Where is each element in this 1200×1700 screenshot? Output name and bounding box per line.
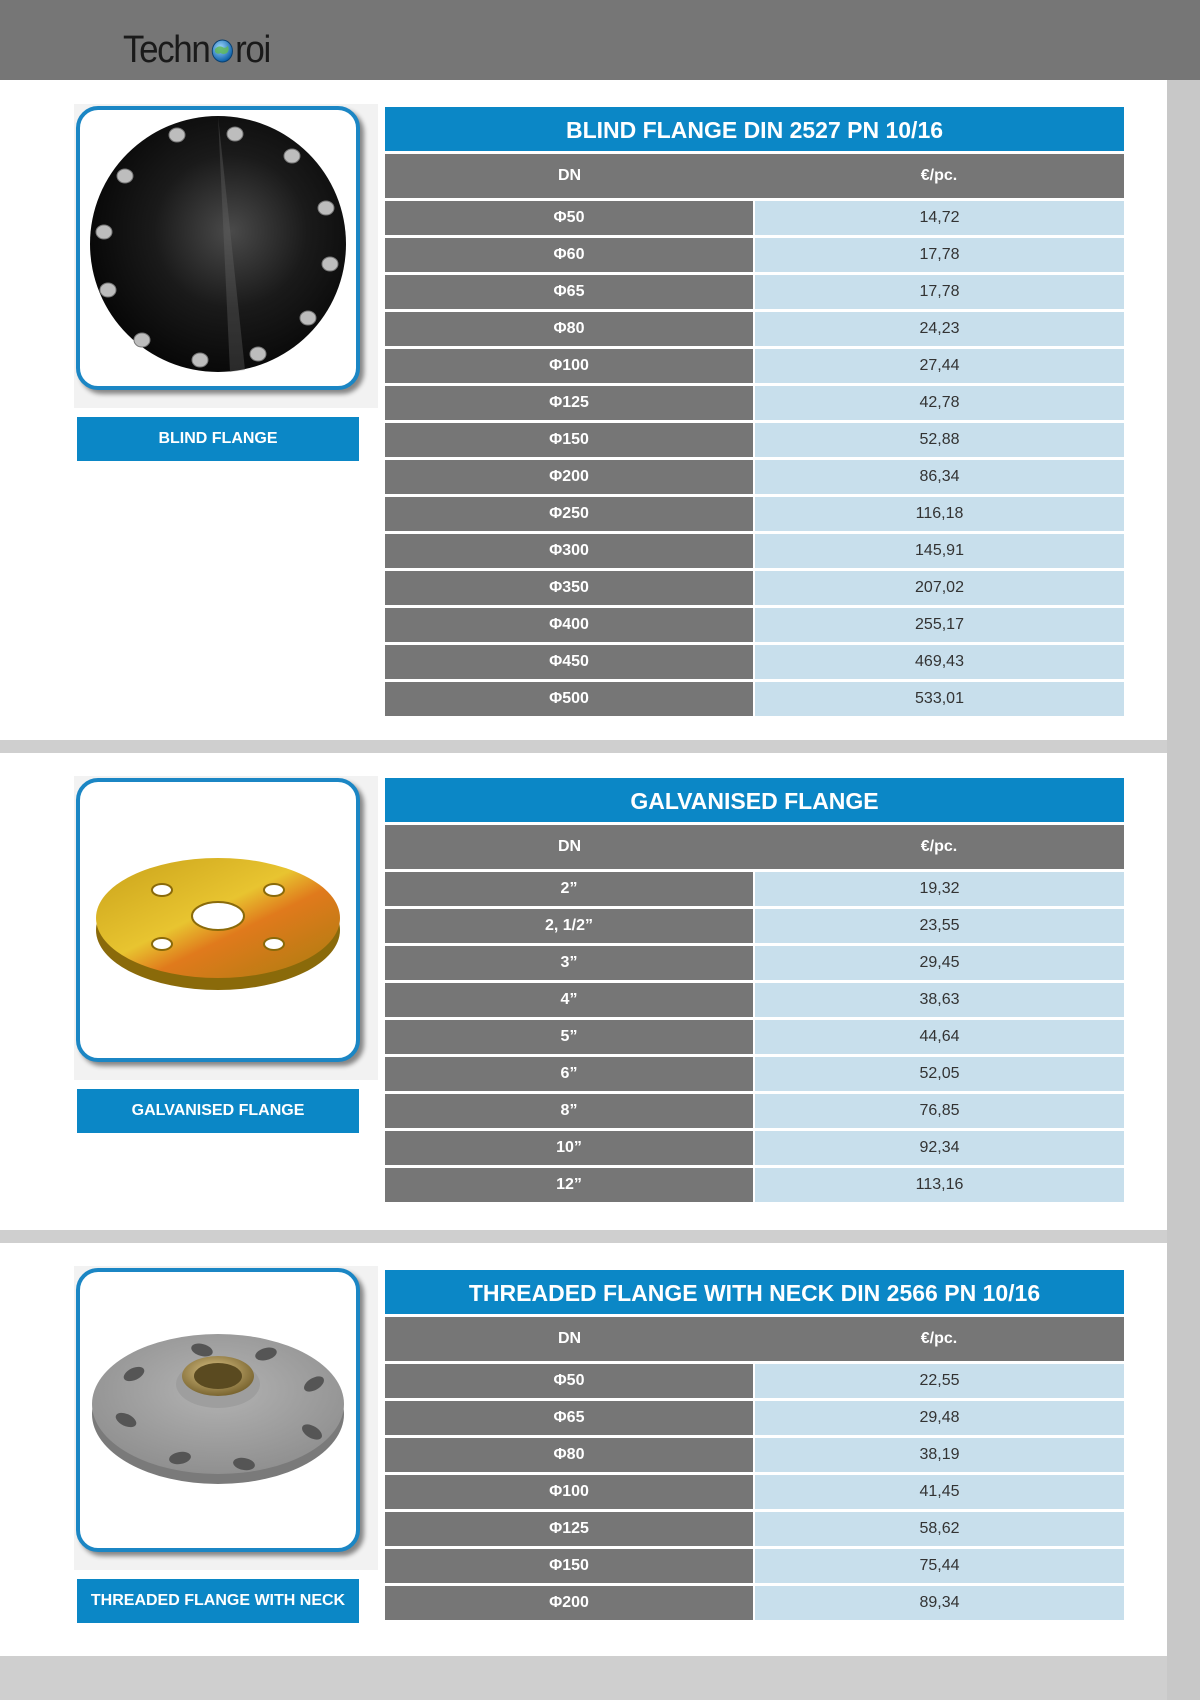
column-header-dn: DN [557, 167, 582, 184]
dn-cell: Φ50 [385, 201, 753, 235]
price-cell: 14,72 [755, 201, 1124, 235]
table-row [385, 1020, 1124, 1054]
table-row [385, 1586, 1124, 1620]
price-cell: 207,02 [755, 571, 1124, 605]
price-cell: 92,34 [755, 1131, 1124, 1165]
table-row [385, 460, 1124, 494]
table-row [385, 571, 1124, 605]
table-row [385, 983, 1124, 1017]
dn-cell: Φ100 [385, 349, 753, 383]
price-cell: 17,78 [755, 238, 1124, 272]
table-row [385, 275, 1124, 309]
product-caption: BLIND FLANGE [77, 417, 359, 461]
column-header-dn: DN [557, 838, 582, 855]
price-cell: 22,55 [755, 1364, 1124, 1398]
dn-cell: Φ250 [385, 497, 753, 531]
product-caption: GALVANISED FLANGE [77, 1089, 359, 1133]
price-table [385, 778, 1124, 1202]
table-row [385, 534, 1124, 568]
price-cell: 255,17 [755, 608, 1124, 642]
dn-cell: Φ65 [385, 1401, 753, 1435]
table-body [385, 201, 1124, 716]
dn-cell: Φ450 [385, 645, 753, 679]
table-title: THREADED FLANGE WITH NECK DIN 2566 PN 10/16 [385, 1270, 1124, 1314]
product-image [74, 776, 378, 1080]
section-blind-flange [0, 80, 1167, 740]
dn-cell: 3” [385, 946, 753, 980]
price-cell: 52,88 [755, 423, 1124, 457]
dn-cell: 10” [385, 1131, 753, 1165]
column-header-dn: DN [557, 1330, 582, 1347]
price-cell: 52,05 [755, 1057, 1124, 1091]
table-row [385, 1438, 1124, 1472]
table-row [385, 1549, 1124, 1583]
table-row [385, 946, 1124, 980]
price-cell: 75,44 [755, 1549, 1124, 1583]
price-cell: 113,16 [755, 1168, 1124, 1202]
table-row [385, 1094, 1124, 1128]
dn-cell: 8” [385, 1094, 753, 1128]
price-cell: 86,34 [755, 460, 1124, 494]
dn-cell: Φ100 [385, 1475, 753, 1509]
table-row [385, 497, 1124, 531]
product-caption: THREADED FLANGE WITH NECK [77, 1579, 359, 1623]
table-header [385, 154, 1124, 198]
dn-cell: 4” [385, 983, 753, 1017]
price-cell: 24,23 [755, 312, 1124, 346]
table-header [385, 825, 1124, 869]
dn-cell: Φ80 [385, 312, 753, 346]
logo-text-right: roi [235, 29, 270, 71]
dn-cell: 12” [385, 1168, 753, 1202]
column-header-price: €/pc. [920, 167, 958, 184]
price-cell: 38,19 [755, 1438, 1124, 1472]
price-cell: 145,91 [755, 534, 1124, 568]
dn-cell: Φ65 [385, 275, 753, 309]
logo-text-left: Techn [123, 29, 210, 71]
price-table [385, 107, 1124, 716]
table-row [385, 1057, 1124, 1091]
table-row [385, 386, 1124, 420]
table-header [385, 1317, 1124, 1361]
dn-cell: Φ200 [385, 1586, 753, 1620]
price-cell: 76,85 [755, 1094, 1124, 1128]
table-row [385, 238, 1124, 272]
threaded-flange-image [80, 1272, 356, 1548]
column-header-price: €/pc. [920, 1330, 958, 1347]
price-cell: 44,64 [755, 1020, 1124, 1054]
dn-cell: Φ200 [385, 460, 753, 494]
table-row [385, 608, 1124, 642]
dn-cell: Φ50 [385, 1364, 753, 1398]
dn-cell: Φ125 [385, 386, 753, 420]
table-row [385, 312, 1124, 346]
table-title: BLIND FLANGE DIN 2527 PN 10/16 [385, 107, 1124, 151]
table-row [385, 423, 1124, 457]
dn-cell: Φ400 [385, 608, 753, 642]
table-row [385, 349, 1124, 383]
table-row [385, 682, 1124, 716]
price-cell: 27,44 [755, 349, 1124, 383]
price-cell: 533,01 [755, 682, 1124, 716]
price-cell: 23,55 [755, 909, 1124, 943]
dn-cell: Φ80 [385, 1438, 753, 1472]
page-header [0, 0, 1200, 80]
dn-cell: 6” [385, 1057, 753, 1091]
price-cell: 38,63 [755, 983, 1124, 1017]
table-body [385, 1364, 1124, 1620]
price-cell: 41,45 [755, 1475, 1124, 1509]
table-row [385, 1168, 1124, 1202]
product-image [74, 104, 378, 408]
table-row [385, 201, 1124, 235]
blind-flange-image [80, 110, 356, 386]
table-row [385, 1131, 1124, 1165]
table-row [385, 909, 1124, 943]
table-row [385, 645, 1124, 679]
price-cell: 29,45 [755, 946, 1124, 980]
table-title: GALVANISED FLANGE [385, 778, 1124, 822]
globe-icon [210, 28, 234, 76]
dn-cell: Φ150 [385, 423, 753, 457]
table-row [385, 1512, 1124, 1546]
dn-cell: 2, 1/2” [385, 909, 753, 943]
dn-cell: Φ350 [385, 571, 753, 605]
dn-cell: Φ125 [385, 1512, 753, 1546]
table-row [385, 872, 1124, 906]
price-cell: 17,78 [755, 275, 1124, 309]
right-edge-bar [1167, 80, 1200, 1700]
price-cell: 42,78 [755, 386, 1124, 420]
price-table [385, 1270, 1124, 1620]
price-cell: 58,62 [755, 1512, 1124, 1546]
price-cell: 116,18 [755, 497, 1124, 531]
column-header-price: €/pc. [920, 838, 958, 855]
dn-cell: 5” [385, 1020, 753, 1054]
galvanised-flange-image [80, 782, 356, 1058]
dn-cell: Φ150 [385, 1549, 753, 1583]
table-row [385, 1401, 1124, 1435]
price-cell: 19,32 [755, 872, 1124, 906]
technoroi-logo [123, 26, 270, 74]
dn-cell: Φ60 [385, 238, 753, 272]
product-image [74, 1266, 378, 1570]
table-row [385, 1364, 1124, 1398]
dn-cell: Φ500 [385, 682, 753, 716]
price-cell: 29,48 [755, 1401, 1124, 1435]
table-body [385, 872, 1124, 1202]
table-row [385, 1475, 1124, 1509]
dn-cell: Φ300 [385, 534, 753, 568]
section-threaded-flange [0, 1243, 1167, 1656]
section-galvanised-flange [0, 753, 1167, 1230]
dn-cell: 2” [385, 872, 753, 906]
price-cell: 89,34 [755, 1586, 1124, 1620]
price-cell: 469,43 [755, 645, 1124, 679]
